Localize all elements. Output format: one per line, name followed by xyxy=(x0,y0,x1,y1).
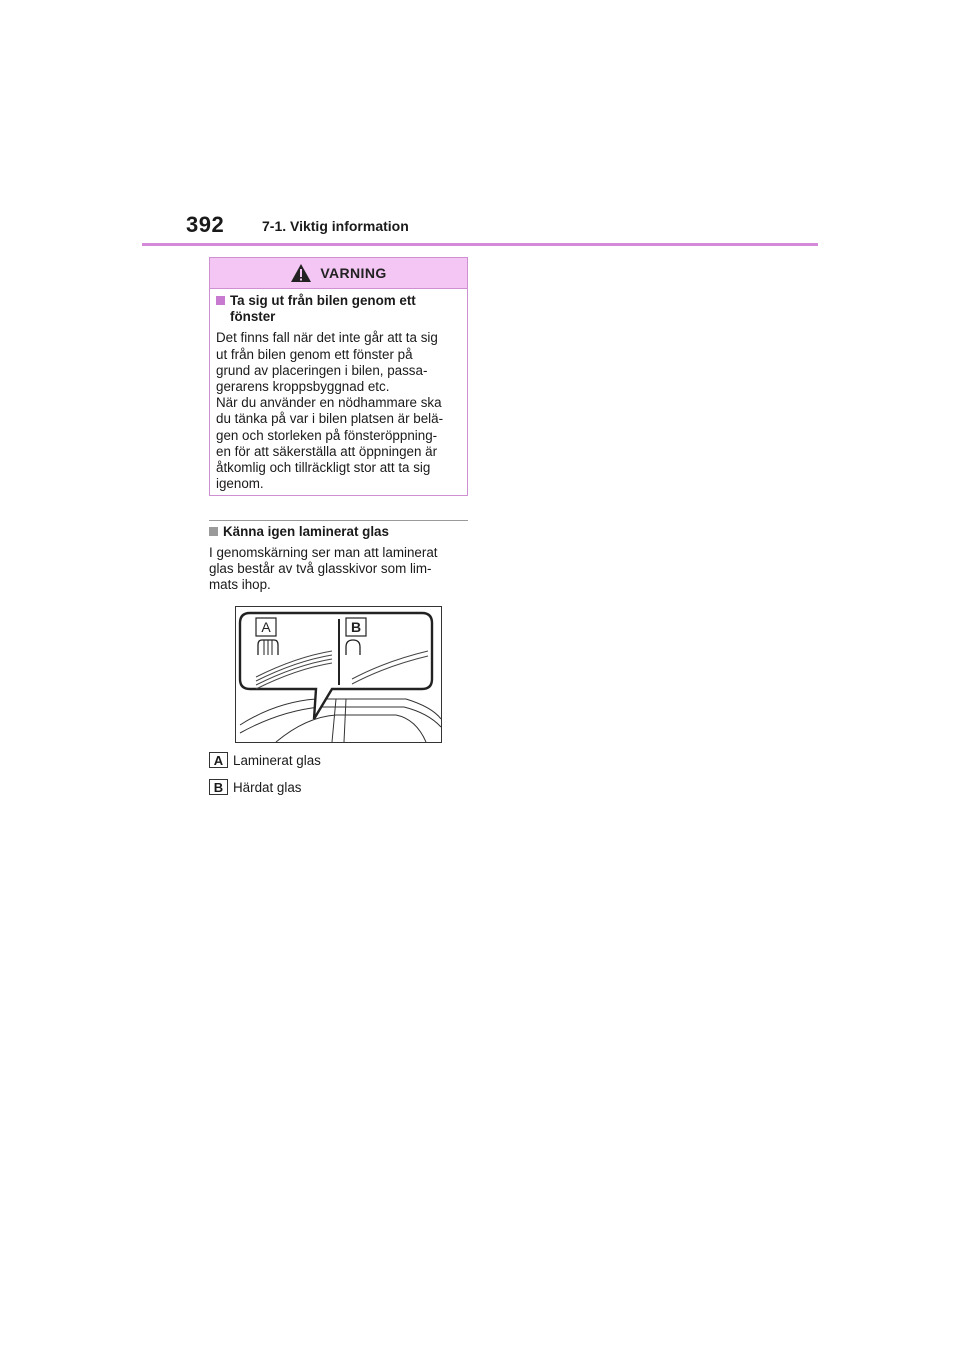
warning-line: grund av placeringen i bilen, passa- xyxy=(216,362,428,378)
warning-text xyxy=(216,330,460,492)
warning-triangle-icon xyxy=(290,263,312,283)
page-number: 392 xyxy=(186,212,225,237)
warning-line: igenom. xyxy=(216,476,264,492)
bullet-square-icon xyxy=(216,296,225,305)
legend-key-b: B xyxy=(209,779,228,795)
label-a: A xyxy=(261,619,271,635)
glass-illustration xyxy=(235,606,442,743)
paragraph-line: glas består av två glasskivor som lim- xyxy=(209,561,432,577)
glass-illustration-drawing xyxy=(236,607,441,742)
section-heading-text: Känna igen laminerat glas xyxy=(223,524,389,539)
warning-heading xyxy=(216,293,460,325)
header-rule xyxy=(142,243,818,246)
section-title: 7-1. Viktig information xyxy=(262,218,409,234)
warning-line: du tänka på var i bilen platsen är belä- xyxy=(216,411,444,427)
paragraph-line: mats ihop. xyxy=(209,577,271,593)
legend-text-b: Härdat glas xyxy=(233,779,302,795)
warning-line: Det finns fall när det inte går att ta sig xyxy=(216,330,438,346)
warning-label: VARNING xyxy=(320,265,387,281)
warning-heading-text: Ta sig ut från bilen genom ett fönster xyxy=(230,293,416,325)
warning-header xyxy=(210,258,467,289)
section-heading xyxy=(209,524,468,540)
warning-line: ut från bilen genom ett fönster på xyxy=(216,346,413,362)
warning-line: När du använder en nödhammare ska xyxy=(216,395,442,411)
warning-box xyxy=(209,257,468,496)
warning-line: gerarens kroppsbyggnad etc. xyxy=(216,379,390,395)
warning-line: åtkomlig och tillräckligt stor att ta sig xyxy=(216,460,431,476)
legend-text-a: Laminerat glas xyxy=(233,752,321,768)
warning-body xyxy=(210,289,467,492)
section-rule xyxy=(209,520,468,521)
legend-key-a: A xyxy=(209,752,228,768)
paragraph-line: I genomskärning ser man att laminerat xyxy=(209,545,438,560)
bullet-square-icon xyxy=(209,527,218,536)
warning-line: en för att säkerställa att öppningen är xyxy=(216,443,438,459)
legend-item-b xyxy=(209,779,301,795)
label-b: B xyxy=(350,619,362,635)
section-paragraph xyxy=(209,545,468,594)
legend-item-a xyxy=(209,752,321,768)
warning-line: gen och storleken på fönsteröppning- xyxy=(216,427,438,443)
